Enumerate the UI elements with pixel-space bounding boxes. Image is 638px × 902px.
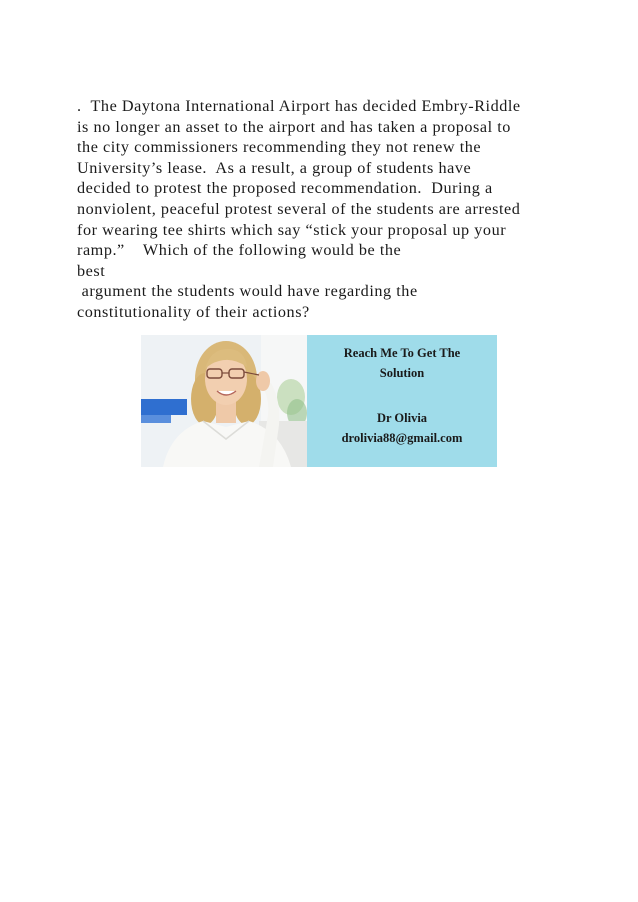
question-line: for wearing tee shirts which say “stick your proposal up your — [77, 220, 507, 239]
contact-name: Dr Olivia — [376, 411, 428, 425]
question-text — [77, 96, 567, 323]
contact-email[interactable]: drolivia88@gmail.com — [341, 431, 463, 445]
cta-line-1: Reach Me To Get The — [343, 346, 461, 360]
question-line: the city commissioners recommending they not renew the — [77, 138, 482, 157]
question-line: constitutionality of their actions? — [77, 302, 310, 321]
question-line: nonviolent, peaceful protest several of the students are arrested — [77, 199, 521, 218]
question-line: University’s lease. As a result, a group of students have — [77, 158, 472, 177]
cta-line-2: Solution — [379, 366, 425, 380]
question-line: decided to protest the proposed recommendation. During a — [77, 179, 493, 198]
woman-photo — [141, 335, 307, 467]
question-line: is no longer an asset to the airport and has taken a proposal to — [77, 117, 511, 136]
question-line: best — [77, 261, 106, 280]
question-line: ramp.” Which of the following would be the — [77, 241, 402, 260]
question-line: . The Daytona International Airport has decided Embry-Riddle — [77, 97, 521, 115]
question-line: argument the students would have regarding the — [77, 282, 418, 301]
woman-illustration — [141, 335, 307, 467]
contact-panel — [307, 335, 497, 467]
contact-advertisement[interactable] — [141, 335, 497, 467]
